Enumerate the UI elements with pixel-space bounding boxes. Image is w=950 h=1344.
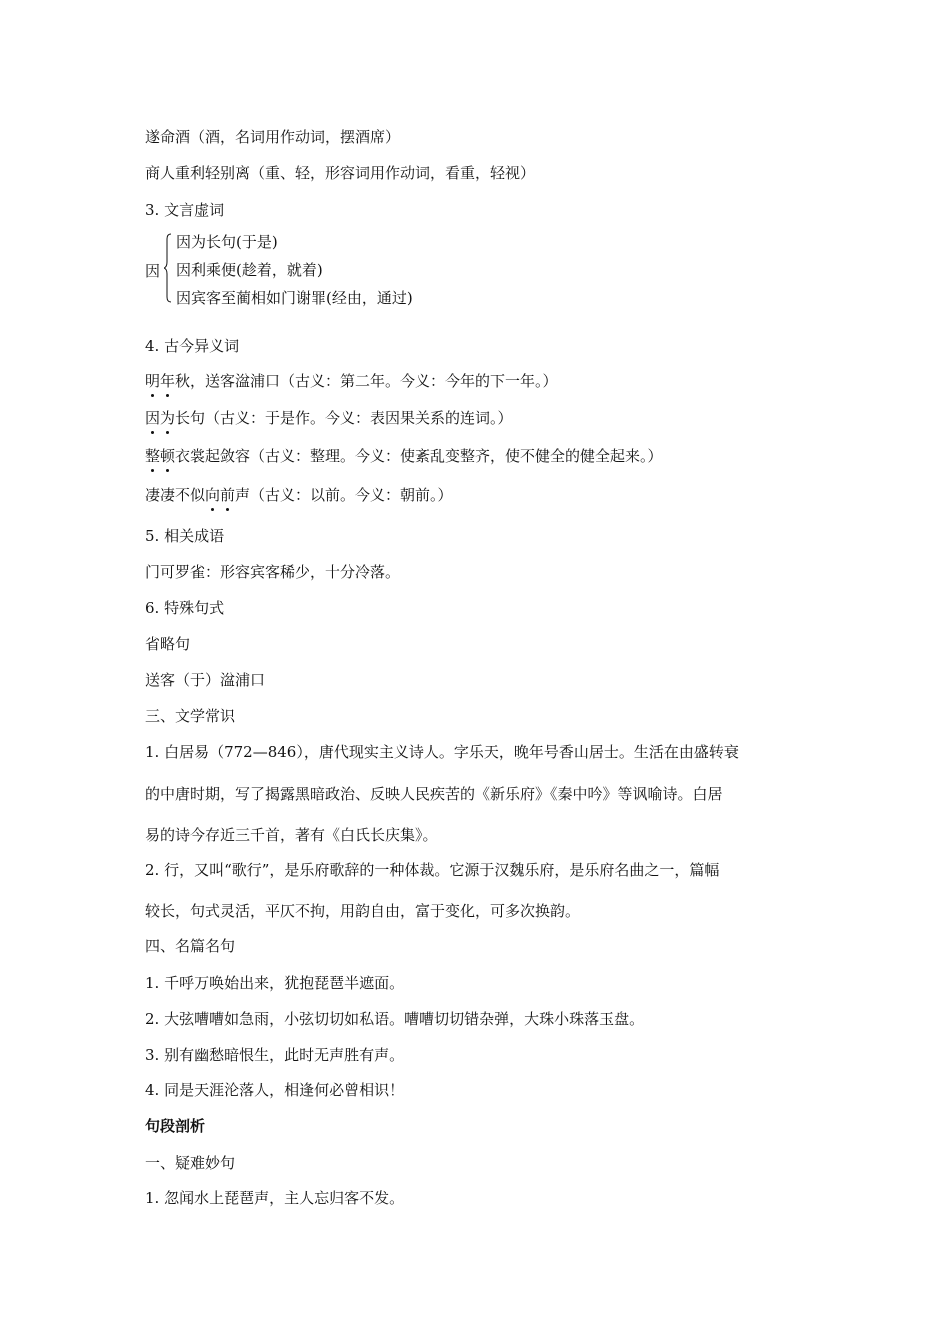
- emphasis-char: 整: [145, 447, 161, 465]
- brace-group-head: 因: [145, 262, 161, 280]
- text-line: 3. 别有幽愁暗恨生，此时无声胜有声。: [145, 1046, 405, 1064]
- section-heading: 5. 相关成语: [145, 527, 225, 545]
- brace-group-row: 因利乘便(趁着，就着): [176, 261, 323, 279]
- section-heading: 三、文学常识: [145, 707, 236, 725]
- section-heading: 一、疑难妙句: [145, 1154, 236, 1172]
- emphasis-char: 因: [145, 409, 161, 427]
- text-line: 1. 千呼万唤始出来，犹抱琵琶半遮面。: [145, 974, 405, 992]
- curly-brace-icon: [164, 233, 172, 303]
- paragraph-line: 易的诗今存近三千首，著有《白氏长庆集》。: [145, 826, 438, 844]
- gujin-text: 秋，送客湓浦口（古义：第二年。今义：今年的下一年。）: [175, 372, 558, 390]
- paragraph-line: 较长，句式灵活，平仄不拘，用韵自由，富于变化，可多次换韵。: [145, 902, 581, 920]
- text-line: 门可罗雀：形容宾客稀少，十分冷落。: [145, 563, 401, 581]
- gujin-text: 声（古义：以前。今义：朝前。）: [235, 486, 453, 504]
- text-line: 商人重利轻别离（重、轻，形容词用作动词，看重，轻视）: [145, 164, 536, 182]
- paragraph-line: 1. 白居易（772—846），唐代现实主义诗人。字乐天，晚年号香山居士。生活在由盛转衰: [145, 743, 739, 761]
- paragraph-line: 2. 行，又叫“歌行”，是乐府歌辞的一种体裁。它源于汉魏乐府，是乐府名曲之一，篇幅: [145, 861, 720, 879]
- paragraph-line: 的中唐时期，写了揭露黑暗政治、反映人民疾苦的《新乐府》《秦中吟》等讽喻诗。白居: [145, 785, 723, 803]
- brace-group-row: 因为长句(于是): [176, 233, 278, 251]
- section-heading: 3. 文言虚词: [145, 201, 225, 219]
- emphasis-char: 明: [145, 372, 161, 390]
- text-line: 1. 忽闻水上琵琶声，主人忘归客不发。: [145, 1189, 405, 1207]
- gujin-text: 长句（古义：于是作。今义：表因果关系的连词。）: [175, 409, 513, 427]
- gujin-text: 衣裳起敛容（古义：整理。今义：使紊乱变整齐，使不健全的健全起来。）: [175, 447, 663, 465]
- brace-group-row: 因宾客至蔺相如门谢罪(经由，通过): [176, 289, 413, 307]
- section-heading: 四、名篇名句: [145, 937, 236, 955]
- text-line: 省略句: [145, 635, 191, 653]
- emphasis-char: 年: [160, 372, 176, 390]
- emphasis-char: 前: [220, 486, 236, 504]
- gujin-item: [145, 371, 558, 391]
- gujin-item: [145, 485, 453, 505]
- section-title: 句段剖析: [145, 1117, 206, 1135]
- text-line: 2. 大弦嘈嘈如急雨，小弦切切如私语。嘈嘈切切错杂弹，大珠小珠落玉盘。: [145, 1010, 645, 1028]
- text-line: 遂命酒（酒，名词用作动词，摆酒席）: [145, 128, 401, 146]
- emphasis-char: 向: [205, 486, 221, 504]
- text-line: 送客（于）湓浦口: [145, 671, 266, 689]
- section-heading: 6. 特殊句式: [145, 599, 225, 617]
- section-heading: 4. 古今异义词: [145, 337, 240, 355]
- gujin-text: 凄凄不似: [145, 486, 206, 504]
- gujin-item: [145, 408, 513, 428]
- emphasis-char: 为: [160, 409, 176, 427]
- emphasis-char: 顿: [160, 447, 176, 465]
- gujin-item: [145, 446, 663, 466]
- text-line: 4. 同是天涯沦落人，相逢何必曾相识！: [145, 1081, 405, 1099]
